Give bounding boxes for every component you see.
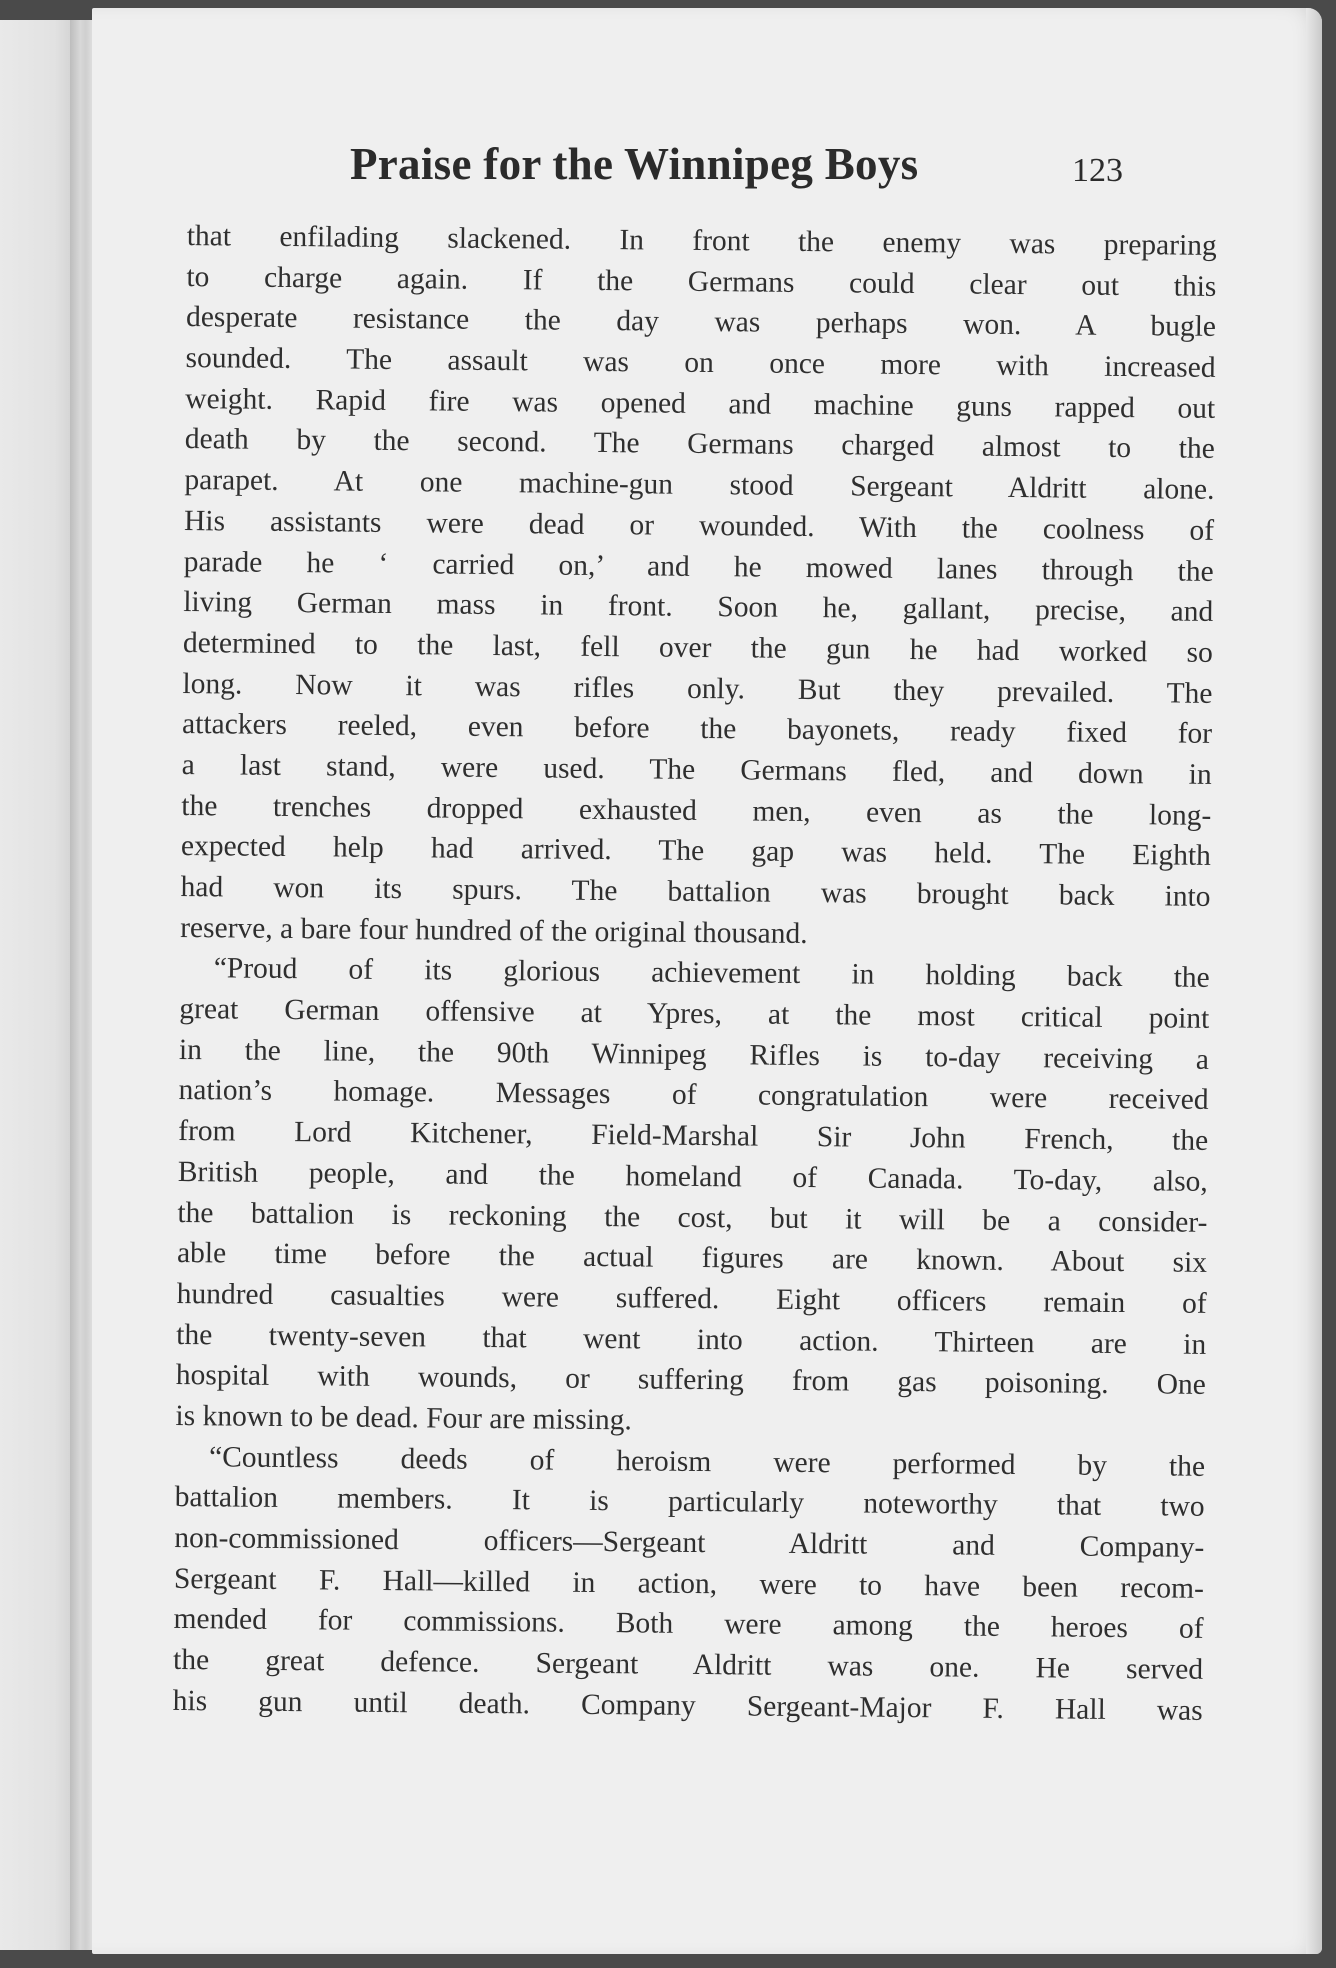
text-line: hospital with wounds, or suffering from gas poisoning. One — [175, 1359, 1206, 1402]
text-line: sounded. The assault was on once more with increased — [185, 342, 1216, 384]
book-page — [92, 8, 1322, 1954]
text-line: the great defence. Sergeant Aldritt was one. He served — [172, 1643, 1204, 1686]
text-line: able time before the actual figures are known. About six — [176, 1237, 1208, 1280]
text-line: nation’s homage. Messages of congratulation were received — [178, 1074, 1209, 1117]
text-line: hundred casualties were suffered. Eight officers remain of — [176, 1277, 1207, 1320]
text-line: British people, and the homeland of Canada. To-day, also, — [177, 1155, 1208, 1198]
text-line: that enfilading slackened. In front the enemy was preparing — [186, 219, 1217, 262]
text-line: from Lord Kitchener, Field-Marshal Sir John French, the — [178, 1115, 1209, 1157]
text-line: parade he ‘ carried on,’ and he mowed lanes through the — [183, 545, 1214, 588]
text-line: parapet. At one machine-gun stood Sergeant Aldritt alone. — [184, 464, 1215, 506]
body-text — [173, 216, 1217, 1731]
text-line: attackers reeled, even before the bayonets, ready fixed for — [181, 708, 1213, 751]
page-number: 123 — [1072, 152, 1123, 189]
text-line: “Proud of its glorious achievement in holding back the — [213, 952, 1210, 995]
text-line: His assistants were dead or wounded. With the coolness of — [183, 504, 1215, 547]
left-page-edge — [0, 20, 78, 1950]
text-line: to charge again. If the Germans could clear out this — [186, 260, 1217, 303]
text-line: determined to the last, fell over the gun he had worked so — [182, 626, 1214, 669]
text-line: the battalion is reckoning the cost, but it will be a consider- — [177, 1196, 1208, 1239]
text-line: his gun until death. Company Sergeant-Major F. Hall was — [172, 1684, 1203, 1727]
text-line: had won its spurs. The battalion was brought back into — [180, 870, 1211, 913]
text-line: expected help had arrived. The gap was held. The Eighth — [180, 830, 1212, 873]
text-line: death by the second. The Germans charged almost to the — [184, 423, 1215, 466]
text-line: weight. Rapid fire was opened and machine guns rapped out — [185, 382, 1216, 425]
text-line: desperate resistance the day was perhaps won. A bugle — [185, 301, 1217, 344]
text-line: is known to be dead. Four are missing. — [175, 1399, 632, 1437]
text-line: the twenty-seven that went into action. Thirteen are in — [176, 1318, 1207, 1361]
text-line: “Countless deeds of heroism were performed by the — [208, 1440, 1206, 1483]
text-line: Sergeant F. Hall—killed in action, were to have been recom- — [173, 1562, 1205, 1605]
text-line: mended for commissions. Both were among the heroes of — [173, 1603, 1204, 1646]
text-line: non-commissioned officers—Sergeant Aldritt and Company- — [174, 1521, 1205, 1564]
text-line: the trenches dropped exhausted men, even as the long- — [181, 789, 1212, 832]
running-title: Praise for the Winnipeg Boys — [350, 139, 919, 189]
running-header — [92, 138, 1192, 198]
text-line: in the line, the 90th Winnipeg Rifles is to-day receiving a — [178, 1033, 1210, 1076]
page-fore-edge — [1306, 8, 1322, 1954]
text-line: long. Now it was rifles only. But they prevailed. The — [182, 667, 1213, 710]
text-line: great German offensive at Ypres, at the most critical point — [179, 993, 1210, 1035]
text-line: battalion members. It is particularly noteworthy that two — [174, 1481, 1205, 1524]
text-line: a last stand, were used. The Germans fled, and down in — [181, 748, 1212, 791]
text-line: reserve, a bare four hundred of the original thousand. — [180, 911, 808, 950]
text-line: living German mass in front. Soon he, gallant, precise, and — [183, 586, 1214, 629]
